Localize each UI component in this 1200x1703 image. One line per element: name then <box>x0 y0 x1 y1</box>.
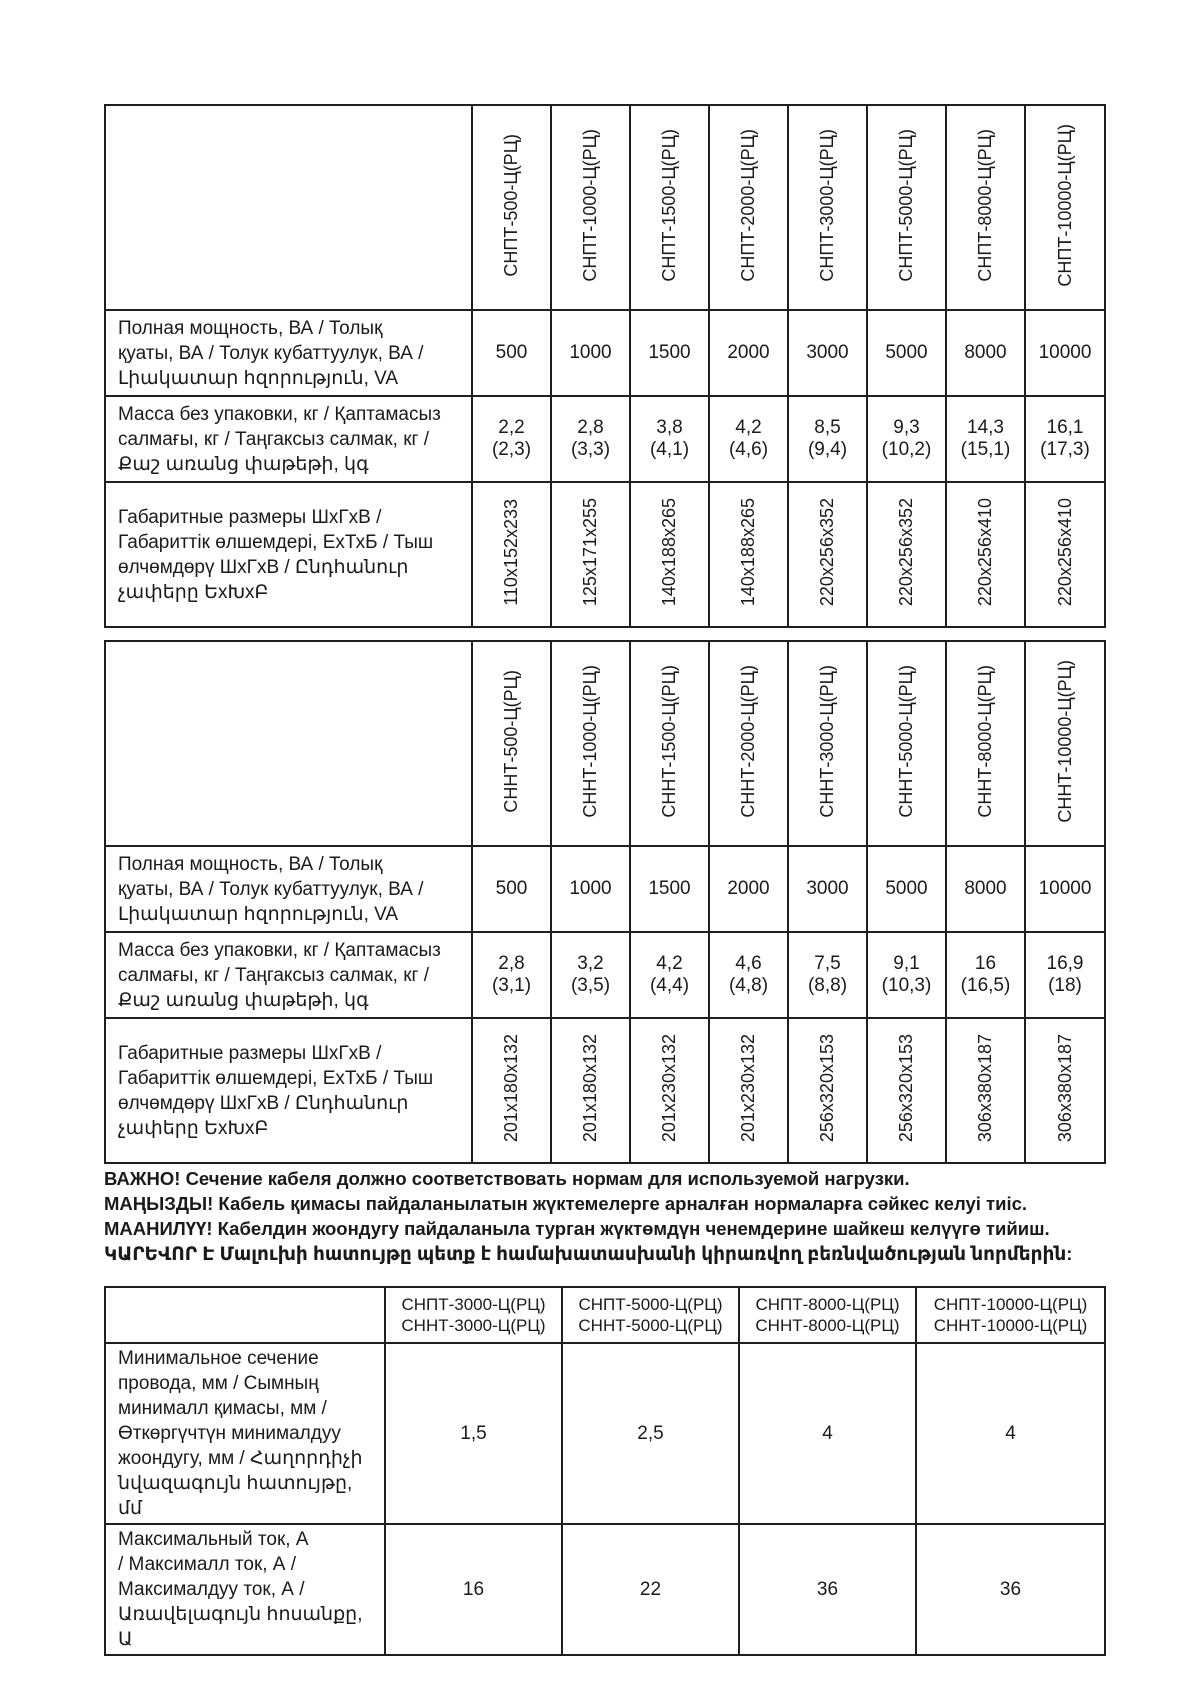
dimensions-row <box>105 1018 1105 1163</box>
cable-model-header: СНПТ-10000-Ц(РЦ) СННТ-10000-Ц(РЦ) <box>916 1287 1105 1343</box>
mass-value: 4,6 (4,8) <box>709 932 788 1018</box>
power-value: 5000 <box>867 310 946 396</box>
mass-label: Масса без упаковки, кг / Қаптамасыз салмағы, кг / Таңгаксыз салмак, кг / Քաշ առանց փաթեթի, կգ <box>105 932 472 1018</box>
current-label: Максимальный ток, А / Максималл ток, А / Максималдуу ток, А / Առավելագույն հոսանքը, Ա <box>105 1524 385 1655</box>
mass-value: 3,8 (4,1) <box>630 396 709 482</box>
power-label: Полная мощность, ВА / Толық қуаты, ВА / Толук кубаттуулук, ВА / Լիակատար հզորություն, VA <box>105 310 472 396</box>
section-value: 4 <box>739 1343 916 1524</box>
dimensions-value: 110x152x233 <box>472 482 551 627</box>
mass-value: 4,2 (4,4) <box>630 932 709 1018</box>
mass-value: 14,3 (15,1) <box>946 396 1025 482</box>
mass-value: 8,5 (9,4) <box>788 396 867 482</box>
mass-value: 16 (16,5) <box>946 932 1025 1018</box>
mass-value: 2,2 (2,3) <box>472 396 551 482</box>
model-header-row <box>105 641 1105 846</box>
mass-value: 9,3 (10,2) <box>867 396 946 482</box>
power-value: 1000 <box>551 310 630 396</box>
mass-value: 16,9 (18) <box>1025 932 1105 1018</box>
power-value: 2000 <box>709 310 788 396</box>
power-value: 1000 <box>551 846 630 932</box>
cable-model-header: СНПТ-5000-Ц(РЦ) СННТ-5000-Ц(РЦ) <box>562 1287 739 1343</box>
dimensions-value: 220x256x352 <box>788 482 867 627</box>
current-value: 36 <box>916 1524 1105 1655</box>
mass-value: 4,2 (4,6) <box>709 396 788 482</box>
power-label: Полная мощность, ВА / Толық қуаты, ВА / Толук кубаттуулук, ВА / Լիակատար հզորություն, VA <box>105 846 472 932</box>
current-row <box>105 1524 1105 1655</box>
dimensions-value: 140x188x265 <box>630 482 709 627</box>
power-row <box>105 310 1105 396</box>
dimensions-value: 201x180x132 <box>551 1018 630 1163</box>
power-row <box>105 846 1105 932</box>
warning-note-kz: МАҢЫЗДЫ! Кабель қимасы пайдаланылатын жүктемелерге арналған нормаларға сәйкес келуі тиіс. <box>104 1193 1028 1214</box>
dimensions-value: 201x230x132 <box>709 1018 788 1163</box>
section-label: Минимальное сечение провода, мм / Сымның минималл қимасы, мм / Өткөргүчтүн минималдуу жоондугу, мм / Հաղորդիչի նվազագույն հատույթը, մմ <box>105 1343 385 1524</box>
model-header: СННТ-1500-Ц(РЦ) <box>630 641 709 846</box>
model-header: СНПТ-5000-Ц(РЦ) <box>867 105 946 310</box>
model-header: СННТ-500-Ц(РЦ) <box>472 641 551 846</box>
dimensions-value: 306x380x187 <box>946 1018 1025 1163</box>
power-value: 500 <box>472 846 551 932</box>
model-header-row <box>105 105 1105 310</box>
cable-model-header: СНПТ-3000-Ц(РЦ) СННТ-3000-Ц(РЦ) <box>385 1287 562 1343</box>
dimensions-value: 201x230x132 <box>630 1018 709 1163</box>
dimensions-value: 256x320x153 <box>867 1018 946 1163</box>
model-header: СНПТ-10000-Ц(РЦ) <box>1025 105 1105 310</box>
model-header: СННТ-5000-Ц(РЦ) <box>867 641 946 846</box>
mass-value: 9,1 (10,3) <box>867 932 946 1018</box>
cable-table <box>104 1286 1106 1656</box>
dimensions-value: 140x188x265 <box>709 482 788 627</box>
specs-table-snnt <box>104 640 1106 1164</box>
model-header: СНПТ-1000-Ц(РЦ) <box>551 105 630 310</box>
mass-row <box>105 396 1105 482</box>
mass-row <box>105 932 1105 1018</box>
power-value: 1500 <box>630 846 709 932</box>
power-value: 10000 <box>1025 310 1105 396</box>
specs-table-snpt <box>104 104 1106 628</box>
warning-note-ky: МААНИЛҮҮ! Кабелдин жоондугу пайдаланыла турган жүктөмдүн ченемдерине шайкеш келүүгө тийиш. <box>104 1218 1050 1239</box>
power-value: 8000 <box>946 846 1025 932</box>
power-value: 3000 <box>788 310 867 396</box>
dimensions-value: 220x256x352 <box>867 482 946 627</box>
model-header: СНПТ-8000-Ц(РЦ) <box>946 105 1025 310</box>
dimensions-value: 256x320x153 <box>788 1018 867 1163</box>
dimensions-value: 201x180x132 <box>472 1018 551 1163</box>
model-header: СНПТ-500-Ц(РЦ) <box>472 105 551 310</box>
mass-value: 3,2 (3,5) <box>551 932 630 1018</box>
cable-model-header: СНПТ-8000-Ц(РЦ) СННТ-8000-Ц(РЦ) <box>739 1287 916 1343</box>
power-value: 8000 <box>946 310 1025 396</box>
cable-header-row <box>105 1287 1105 1343</box>
power-value: 3000 <box>788 846 867 932</box>
dimensions-row <box>105 482 1105 627</box>
dimensions-value: 220x256x410 <box>1025 482 1105 627</box>
power-value: 1500 <box>630 310 709 396</box>
mass-value: 2,8 (3,1) <box>472 932 551 1018</box>
power-value: 2000 <box>709 846 788 932</box>
current-value: 16 <box>385 1524 562 1655</box>
model-header: СННТ-1000-Ц(РЦ) <box>551 641 630 846</box>
empty-corner-cell <box>105 105 472 310</box>
mass-value: 16,1 (17,3) <box>1025 396 1105 482</box>
current-value: 22 <box>562 1524 739 1655</box>
empty-corner-cell <box>105 641 472 846</box>
power-value: 500 <box>472 310 551 396</box>
empty-corner-cell <box>105 1287 385 1343</box>
dimensions-value: 220x256x410 <box>946 482 1025 627</box>
mass-value: 7,5 (8,8) <box>788 932 867 1018</box>
model-header: СННТ-8000-Ц(РЦ) <box>946 641 1025 846</box>
dimensions-label: Габаритные размеры ШхГхВ / Габариттік өлшемдері, ЕхТхБ / Тыш өлчөмдөрү ШхГхВ / Ընդհանուր չափերը ԵxԽxԲ <box>105 482 472 627</box>
model-header: СННТ-10000-Ц(РЦ) <box>1025 641 1105 846</box>
model-header: СНПТ-2000-Ц(РЦ) <box>709 105 788 310</box>
dimensions-value: 306x380x187 <box>1025 1018 1105 1163</box>
model-header: СНПТ-1500-Ц(РЦ) <box>630 105 709 310</box>
dimensions-value: 125x171x255 <box>551 482 630 627</box>
mass-value: 2,8 (3,3) <box>551 396 630 482</box>
model-header: СННТ-3000-Ц(РЦ) <box>788 641 867 846</box>
model-header: СНПТ-3000-Ц(РЦ) <box>788 105 867 310</box>
section-row <box>105 1343 1105 1524</box>
current-value: 36 <box>739 1524 916 1655</box>
section-value: 4 <box>916 1343 1105 1524</box>
mass-label: Масса без упаковки, кг / Қаптамасыз салмағы, кг / Таңгаксыз салмак, кг / Քաշ առանց փաթեթի, կգ <box>105 396 472 482</box>
model-header: СННТ-2000-Ц(РЦ) <box>709 641 788 846</box>
power-value: 10000 <box>1025 846 1105 932</box>
section-value: 1,5 <box>385 1343 562 1524</box>
power-value: 5000 <box>867 846 946 932</box>
dimensions-label: Габаритные размеры ШхГхВ / Габариттік өлшемдері, ЕхТхБ / Тыш өлчөмдөрү ШхГхВ / Ընդհանուր չափերը ԵxԽxԲ <box>105 1018 472 1163</box>
warning-note-hy: ԿԱՐԵՎՈՐ Է Մալուխի հատույթը պետք է համախատասխանի կիրառվող բեռնվածության նորմերին: <box>104 1243 1073 1264</box>
section-value: 2,5 <box>562 1343 739 1524</box>
warning-note-ru: ВАЖНО! Сечение кабеля должно соответствовать нормам для используемой нагрузки. <box>104 1168 910 1189</box>
